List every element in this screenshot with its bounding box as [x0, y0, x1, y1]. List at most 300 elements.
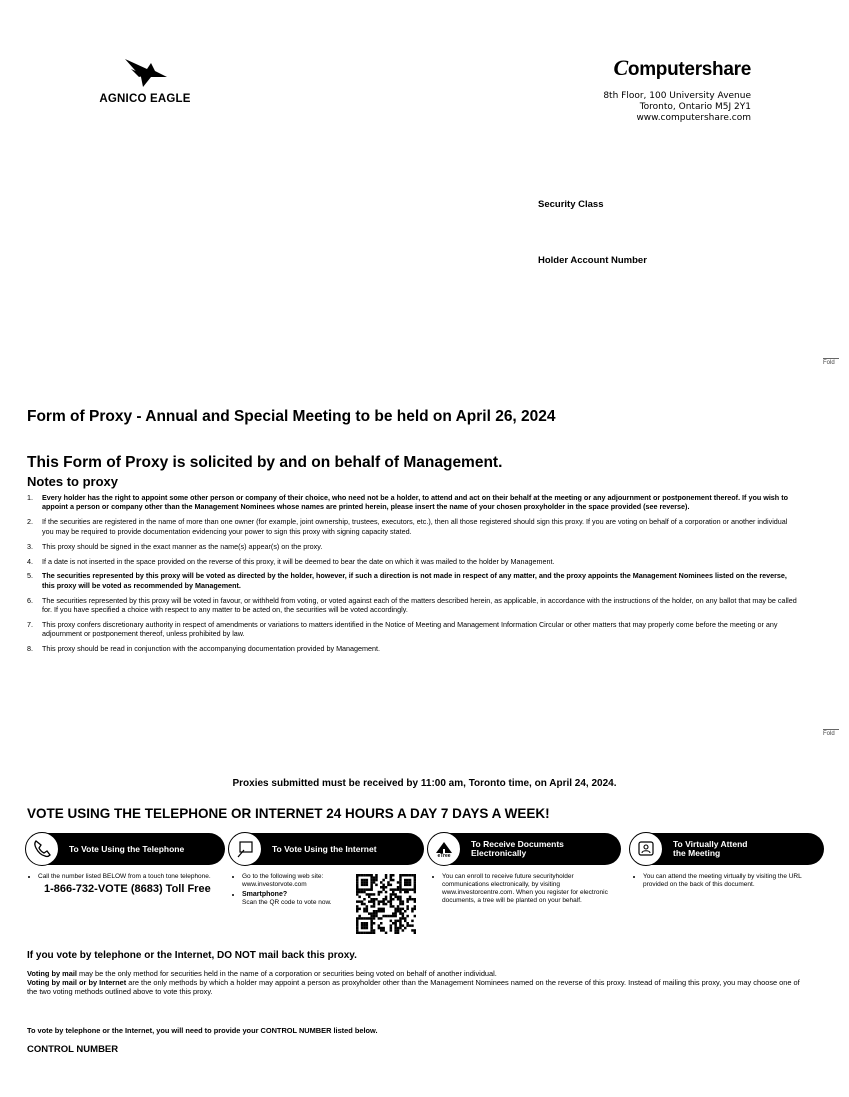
qr-module	[356, 900, 359, 903]
note-item	[27, 620, 797, 639]
qr-module	[378, 900, 381, 903]
qr-module	[411, 929, 414, 932]
telephone-instruction: • Call the number listed BELOW from a touch tone telephone.	[38, 873, 223, 881]
qr-module	[356, 893, 359, 896]
qr-module	[382, 900, 385, 903]
qr-module	[366, 932, 369, 934]
qr-module	[368, 888, 371, 891]
qr-module	[406, 888, 409, 891]
qr-module	[402, 874, 405, 877]
qr-module	[363, 924, 366, 927]
qr-module	[390, 903, 393, 906]
qr-module	[370, 915, 373, 918]
qr-module	[361, 900, 364, 903]
qr-module	[406, 922, 409, 925]
qr-module	[414, 898, 416, 901]
qr-module	[394, 932, 397, 934]
qr-module	[370, 920, 373, 923]
note-item	[27, 557, 797, 566]
qr-module	[387, 884, 390, 887]
qr-module	[390, 888, 393, 891]
qr-module	[361, 874, 364, 877]
qr-module	[370, 924, 373, 927]
qr-module	[356, 922, 359, 925]
qr-module	[368, 900, 371, 903]
qr-module	[373, 917, 376, 920]
qr-module	[356, 886, 359, 889]
note-number: 2.	[27, 517, 33, 527]
qr-module	[373, 932, 376, 934]
telephone-panel-title: To Vote Using the Telephone	[69, 843, 185, 854]
voting-by-mail-paragraph	[27, 969, 807, 997]
qr-module	[382, 898, 385, 901]
qr-module	[409, 896, 412, 899]
qr-module	[366, 924, 369, 927]
qr-module	[411, 920, 414, 923]
qr-module	[390, 874, 393, 877]
fold-mark-top: Fold	[823, 358, 839, 366]
qr-module	[402, 903, 405, 906]
qr-module	[404, 920, 407, 923]
qr-module	[382, 915, 385, 918]
qr-module	[358, 896, 361, 899]
qr-module	[397, 908, 400, 911]
telephone-panel-body	[28, 873, 223, 893]
qr-module	[368, 912, 371, 915]
qr-module	[370, 888, 373, 891]
qr-module	[366, 888, 369, 891]
qr-module	[414, 884, 416, 887]
qr-code[interactable]	[356, 874, 416, 934]
qr-module	[404, 879, 407, 882]
qr-module	[402, 912, 405, 915]
note-number: 8.	[27, 644, 33, 654]
qr-module	[414, 900, 416, 903]
qr-module	[370, 922, 373, 925]
qr-module	[363, 910, 366, 913]
qr-module	[409, 881, 412, 884]
qr-module	[399, 898, 402, 901]
qr-module	[409, 924, 412, 927]
qr-module	[358, 874, 361, 877]
computershare-logo	[603, 55, 751, 124]
qr-module	[370, 917, 373, 920]
qr-module	[402, 929, 405, 932]
qr-module	[390, 876, 393, 879]
note-text: This proxy should be signed in the exact manner as the name(s) appear(s) on the proxy.	[42, 541, 323, 551]
qr-module	[411, 888, 414, 891]
qr-module	[394, 927, 397, 930]
qr-module	[394, 922, 397, 925]
qr-module	[380, 910, 383, 913]
computershare-wordmark	[603, 55, 751, 81]
qr-module	[394, 915, 397, 918]
qr-module	[366, 917, 369, 920]
qr-module	[397, 932, 400, 934]
qr-module	[414, 891, 416, 894]
mail-lead-1: Voting by mail	[27, 969, 77, 978]
qr-module	[402, 924, 405, 927]
qr-module	[399, 896, 402, 899]
qr-module	[390, 915, 393, 918]
qr-module	[363, 917, 366, 920]
note-text: This proxy should be read in conjunction with the accompanying documentation provided by Management.	[42, 644, 381, 654]
qr-module	[406, 874, 409, 877]
qr-module	[370, 927, 373, 930]
qr-module	[373, 915, 376, 918]
qr-module	[399, 903, 402, 906]
qr-module	[394, 908, 397, 911]
qr-module	[404, 910, 407, 913]
qr-module	[414, 929, 416, 932]
qr-module	[397, 929, 400, 932]
qr-module	[406, 915, 409, 918]
qr-module	[392, 915, 395, 918]
qr-module	[382, 884, 385, 887]
qr-module	[399, 879, 402, 882]
fold-mark-bottom: Fold	[823, 729, 839, 737]
qr-module	[378, 917, 381, 920]
qr-module	[404, 874, 407, 877]
qr-module	[382, 908, 385, 911]
virtual-title-line-2: the Meeting	[673, 848, 721, 858]
qr-module	[370, 879, 373, 882]
qr-module	[356, 905, 359, 908]
qr-module	[406, 879, 409, 882]
qr-module	[406, 908, 409, 911]
qr-module	[363, 874, 366, 877]
qr-module	[363, 879, 366, 882]
qr-module	[411, 910, 414, 913]
qr-module	[363, 932, 366, 934]
note-number: 3.	[27, 541, 33, 551]
qr-module	[399, 927, 402, 930]
qr-module	[368, 874, 371, 877]
qr-module	[375, 874, 378, 877]
qr-module	[375, 915, 378, 918]
qr-module	[404, 917, 407, 920]
documents-instruction: • You can enroll to receive future securityholder communications electronically, by visiting www.investorcentre.com. When you register for electronic documents, a tree will be planted on your behalf.	[442, 873, 617, 905]
qr-module	[390, 898, 393, 901]
documents-panel-body	[432, 873, 617, 907]
qr-module	[409, 884, 412, 887]
qr-module	[375, 884, 378, 887]
qr-module	[394, 924, 397, 927]
qr-module	[392, 905, 395, 908]
documents-panel-header	[429, 833, 621, 865]
qr-module	[404, 881, 407, 884]
qr-module	[414, 876, 416, 879]
qr-module	[411, 908, 414, 911]
qr-module	[411, 874, 414, 877]
qr-module	[361, 888, 364, 891]
mail-text-2: are the only methods by which a holder may appoint a person as proxyholder other than the Management Nominees named on the reverse of this proxy. Instead of mailing this proxy, you may choose one of the two voting methods outlined above to vote this proxy.	[27, 978, 800, 997]
qr-module	[366, 884, 369, 887]
qr-module	[370, 874, 373, 877]
qr-module	[385, 874, 388, 877]
qr-module	[356, 884, 359, 887]
note-text: The securities represented by this proxy will be voted as directed by the holder, however, if such a direction is not made in respect of any matter, and the proxy appoints the Management Nominees listed on the reverse, this proxy will be voted as recommended by Management.	[42, 571, 787, 590]
qr-module	[373, 929, 376, 932]
smartphone-title: Smartphone?	[242, 891, 288, 898]
touchscreen-icon	[228, 832, 262, 866]
qr-module	[358, 932, 361, 934]
qr-module	[358, 888, 361, 891]
qr-module	[397, 886, 400, 889]
virtual-panel-body	[633, 873, 818, 891]
qr-module	[385, 898, 388, 901]
eagle-icon	[121, 55, 169, 91]
qr-module	[375, 912, 378, 915]
qr-module	[375, 910, 378, 913]
qr-module	[373, 910, 376, 913]
internet-panel-body	[232, 873, 337, 909]
qr-module	[390, 924, 393, 927]
qr-module	[404, 888, 407, 891]
qr-module	[406, 881, 409, 884]
etree-icon	[427, 832, 461, 866]
qr-module	[375, 876, 378, 879]
security-class-label: Security Class	[538, 199, 604, 210]
qr-module	[402, 915, 405, 918]
smartphone-text: Scan the QR code to vote now.	[242, 899, 332, 906]
internet-panel-header	[230, 833, 424, 865]
qr-module	[356, 891, 359, 894]
note-item	[27, 493, 797, 512]
qr-module	[356, 929, 359, 932]
qr-module	[380, 891, 383, 894]
qr-module	[399, 881, 402, 884]
qr-module	[361, 917, 364, 920]
qr-module	[380, 929, 383, 932]
qr-module	[385, 915, 388, 918]
qr-module	[378, 910, 381, 913]
qr-module	[382, 888, 385, 891]
note-item	[27, 571, 797, 590]
no-mail-warning: If you vote by telephone or the Internet, DO NOT mail back this proxy.	[27, 950, 357, 961]
form-title: Form of Proxy - Annual and Special Meeting to be held on April 26, 2024	[27, 408, 556, 425]
qr-module	[356, 888, 359, 891]
qr-module	[363, 891, 366, 894]
qr-module	[382, 886, 385, 889]
qr-module	[373, 881, 376, 884]
qr-module	[370, 898, 373, 901]
qr-module	[363, 881, 366, 884]
qr-module	[394, 888, 397, 891]
qr-module	[387, 881, 390, 884]
internet-panel-title: To Vote Using the Internet	[272, 843, 377, 854]
qr-module	[409, 888, 412, 891]
qr-module	[361, 922, 364, 925]
qr-module	[361, 881, 364, 884]
note-item	[27, 542, 797, 551]
qr-module	[370, 900, 373, 903]
qr-module	[392, 922, 395, 925]
qr-module	[392, 874, 395, 877]
qr-module	[370, 905, 373, 908]
qr-module	[397, 927, 400, 930]
qr-module	[358, 908, 361, 911]
qr-module	[399, 917, 402, 920]
qr-module	[361, 924, 364, 927]
qr-module	[361, 879, 364, 882]
qr-module	[356, 924, 359, 927]
note-item	[27, 644, 797, 653]
qr-module	[356, 932, 359, 934]
qr-module	[358, 915, 361, 918]
qr-module	[392, 893, 395, 896]
qr-module	[378, 924, 381, 927]
qr-module	[370, 884, 373, 887]
qr-module	[370, 881, 373, 884]
qr-module	[366, 874, 369, 877]
virtual-panel-header	[631, 833, 824, 865]
qr-module	[361, 927, 364, 930]
virtual-title-line-1: To Virtually Attend	[673, 839, 748, 849]
qr-module	[363, 898, 366, 901]
qr-module	[385, 886, 388, 889]
qr-module	[370, 876, 373, 879]
note-number: 4.	[27, 556, 33, 566]
notes-heading: Notes to proxy	[27, 474, 119, 489]
qr-module	[404, 891, 407, 894]
qr-module	[414, 886, 416, 889]
qr-module	[366, 905, 369, 908]
qr-module	[402, 908, 405, 911]
note-text: If the securities are registered in the name of more than one owner (for example, joint ownership, trustees, executors, etc.), then all those registered should sign this proxy. If you are voting on behalf of a corporation or another individual you may be required to provide documentation evidencing your power to sign this proxy with signing capacity stated.	[42, 517, 788, 536]
qr-module	[392, 898, 395, 901]
holder-account-number-label: Holder Account Number	[538, 255, 647, 266]
qr-module	[356, 874, 359, 877]
qr-module	[406, 898, 409, 901]
qr-module	[394, 893, 397, 896]
qr-module	[373, 900, 376, 903]
qr-module	[378, 927, 381, 930]
qr-module	[356, 927, 359, 930]
address-line-2: Toronto, Ontario M5J 2Y1	[639, 102, 751, 112]
qr-module	[411, 898, 414, 901]
qr-module	[370, 932, 373, 934]
qr-module	[385, 896, 388, 899]
qr-module	[358, 917, 361, 920]
qr-module	[380, 922, 383, 925]
qr-module	[394, 910, 397, 913]
qr-module	[390, 920, 393, 923]
qr-module	[387, 900, 390, 903]
qr-module	[361, 884, 364, 887]
note-text: If a date is not inserted in the space provided on the reverse of this proxy, it will be deemed to bear the date on which it was mailed to the holder by Management.	[42, 556, 555, 566]
qr-module	[361, 891, 364, 894]
qr-module	[373, 879, 376, 882]
qr-module	[406, 900, 409, 903]
qr-module	[414, 888, 416, 891]
qr-module	[414, 905, 416, 908]
qr-module	[380, 900, 383, 903]
mail-text-1: may be the only method for securities held in the name of a corporation or securities being voted on behalf of another individual.	[76, 969, 497, 978]
qr-module	[382, 910, 385, 913]
computershare-initial: C	[613, 55, 628, 80]
qr-module	[373, 903, 376, 906]
vote-heading: VOTE USING THE TELEPHONE OR INTERNET 24 HOURS A DAY 7 DAYS A WEEK!	[27, 806, 550, 821]
qr-module	[390, 884, 393, 887]
qr-module	[399, 924, 402, 927]
qr-module	[378, 903, 381, 906]
qr-module	[363, 888, 366, 891]
qr-module	[382, 903, 385, 906]
qr-module	[394, 929, 397, 932]
qr-module	[366, 881, 369, 884]
qr-module	[414, 881, 416, 884]
agnico-eagle-logo	[90, 55, 200, 105]
qr-module	[414, 908, 416, 911]
qr-module	[363, 922, 366, 925]
internet-instruction: • Go to the following web site: www.investorvote.com	[242, 873, 337, 889]
qr-module	[373, 898, 376, 901]
qr-module	[414, 932, 416, 934]
qr-module	[375, 898, 378, 901]
note-number: 7.	[27, 620, 33, 630]
qr-module	[382, 879, 385, 882]
qr-module	[392, 879, 395, 882]
qr-module	[356, 920, 359, 923]
qr-module	[397, 881, 400, 884]
virtual-attend-icon	[629, 832, 663, 866]
computershare-name: omputershare	[627, 59, 751, 80]
agnico-eagle-name: AGNICO EAGLE	[99, 93, 191, 105]
etree-icon-text: eTree	[437, 852, 451, 859]
qr-module	[363, 908, 366, 911]
qr-module	[390, 905, 393, 908]
qr-module	[406, 924, 409, 927]
qr-module	[390, 893, 393, 896]
address-line-1: 8th Floor, 100 University Avenue	[603, 91, 751, 101]
qr-module	[368, 896, 371, 899]
qr-module	[397, 920, 400, 923]
qr-module	[380, 886, 383, 889]
qr-module	[399, 891, 402, 894]
qr-module	[397, 910, 400, 913]
qr-module	[414, 915, 416, 918]
qr-module	[356, 908, 359, 911]
qr-module	[385, 903, 388, 906]
qr-module	[380, 927, 383, 930]
qr-module	[402, 917, 405, 920]
qr-module	[358, 891, 361, 894]
documents-panel-title	[471, 840, 564, 858]
qr-module	[394, 896, 397, 899]
qr-module	[397, 905, 400, 908]
mail-lead-2: Voting by mail or by Internet	[27, 978, 127, 988]
qr-module	[366, 910, 369, 913]
qr-module	[402, 888, 405, 891]
note-number: 5.	[27, 571, 33, 581]
qr-module	[402, 900, 405, 903]
qr-module	[380, 908, 383, 911]
qr-module	[358, 900, 361, 903]
qr-module	[399, 888, 402, 891]
qr-module	[366, 893, 369, 896]
qr-module	[366, 879, 369, 882]
qr-module	[390, 900, 393, 903]
qr-module	[373, 905, 376, 908]
note-text: Every holder has the right to appoint some other person or company of their choice, who need not be a holder, to attend and act on their behalf at the meeting or any adjournment or postponement thereof. If you wish to appoint a person or company other than the Management Nominees whose names are printed herein, please insert the name of your chosen proxyholder in the space provided (see reverse).	[42, 493, 788, 512]
qr-module	[404, 884, 407, 887]
qr-module	[380, 917, 383, 920]
qr-module	[370, 912, 373, 915]
qr-module	[399, 874, 402, 877]
qr-module	[414, 874, 416, 877]
qr-module	[370, 929, 373, 932]
